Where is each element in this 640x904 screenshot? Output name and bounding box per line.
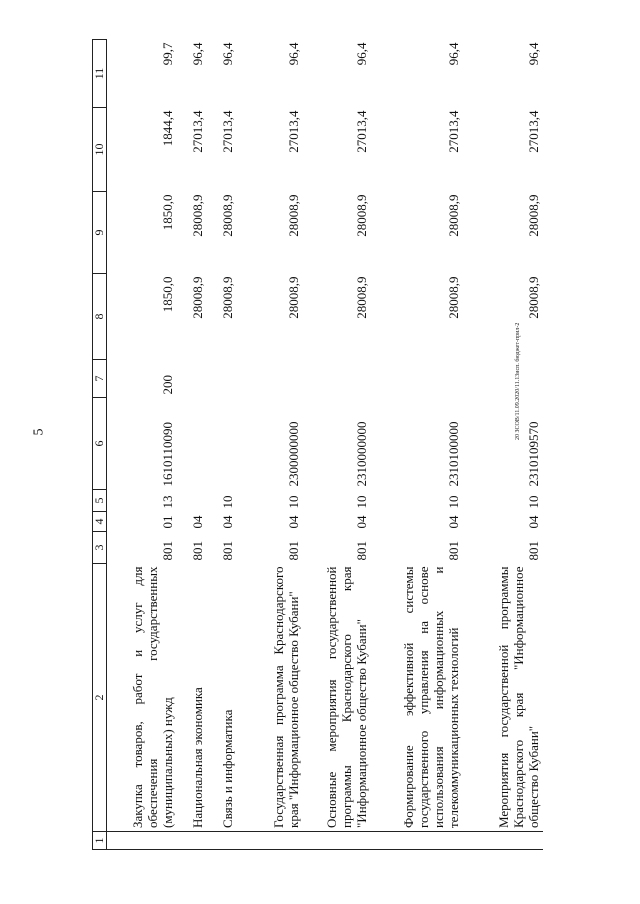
cell-amend: 28008,9: [353, 194, 369, 237]
cell-ved: 801: [219, 541, 235, 561]
cell-pct: 96,4: [353, 42, 369, 66]
footer-doc-id: 20 ЗСОВ/11.09.2020/11.13исп. бюджет-прил-2: [515, 322, 521, 440]
header-col-6: 6: [93, 398, 107, 490]
cell-plan: 1850,0: [159, 276, 175, 313]
cell-empty: [207, 832, 237, 850]
cell-pct: 96,4: [189, 42, 205, 66]
cell-fact: 27013,4: [219, 110, 235, 153]
table-row: [463, 40, 543, 850]
cell-ved: 801: [525, 541, 541, 561]
cell-name: Национальная экономика: [189, 687, 205, 828]
cell-rz: 01: [159, 515, 175, 529]
cell-rz: 04: [525, 515, 541, 529]
cell-csr: [177, 398, 207, 490]
header-col-10: 10: [93, 108, 107, 192]
cell-empty: [237, 832, 303, 850]
cell-pct: 96,4: [525, 42, 541, 66]
cell-empty: [107, 832, 177, 850]
cell-pct: 99,7: [159, 42, 175, 66]
cell-pct: 96,4: [445, 42, 461, 66]
cell-vr: [463, 360, 543, 398]
cell-pr: 13: [159, 495, 175, 509]
cell-pr: 10: [525, 495, 541, 509]
header-col-9: 9: [93, 192, 107, 274]
cell-csr: 2310100000: [445, 421, 461, 487]
cell-name: Государственная программа Краснодарского края "Информационное общество Кубани": [270, 566, 301, 828]
page-number: 5: [31, 428, 47, 436]
cell-rz: 04: [219, 515, 235, 529]
table-header: [93, 40, 107, 850]
cell-pr: [177, 490, 207, 512]
cell-name: Основные мероприятия государственной программы Краснодарского края "Информационное общество Кубани": [323, 566, 369, 828]
cell-ved: 801: [353, 541, 369, 561]
cell-pr: 10: [353, 495, 369, 509]
cell-pr: 10: [445, 495, 461, 509]
header-row: [93, 40, 107, 850]
cell-vr: [207, 360, 237, 398]
cell-vr: [303, 360, 371, 398]
rotated-table-container: [92, 40, 603, 850]
cell-plan: 28008,9: [353, 276, 369, 319]
cell-amend: 28008,9: [219, 194, 235, 237]
header-col-2: 2: [93, 564, 107, 832]
table-row: [303, 40, 371, 850]
table-row: [371, 40, 463, 850]
cell-fact: 27013,4: [285, 110, 301, 153]
cell-rz: 04: [353, 515, 369, 529]
cell-name: Закупка товаров, работ и услуг для обеспечения государственных (муниципальных) нужд: [129, 566, 175, 828]
cell-empty: [463, 832, 543, 850]
table-row: [237, 40, 303, 850]
cell-rz: 04: [445, 515, 461, 529]
cell-ved: 801: [159, 541, 175, 561]
cell-rz: 04: [189, 515, 205, 529]
table-row: [107, 40, 177, 850]
cell-fact: 27013,4: [445, 110, 461, 153]
header-col-11: 11: [93, 40, 107, 108]
cell-csr: 2300000000: [285, 421, 301, 487]
cell-pr: 10: [219, 495, 235, 509]
cell-ved: 801: [189, 541, 205, 561]
cell-vr: [237, 360, 303, 398]
header-col-8: 8: [93, 274, 107, 360]
cell-fact: 1844,4: [159, 110, 175, 147]
cell-amend: 28008,9: [189, 194, 205, 237]
cell-vr: [371, 360, 463, 398]
cell-vr: [177, 360, 207, 398]
header-col-7: 7: [93, 360, 107, 398]
header-col-4: 4: [93, 512, 107, 532]
cell-csr: 2310109570: [525, 421, 541, 487]
budget-table: [92, 39, 543, 850]
cell-vr: 200: [159, 375, 175, 395]
table-body: [107, 40, 543, 850]
header-col-3: 3: [93, 532, 107, 564]
cell-pr: 10: [285, 495, 301, 509]
cell-empty: [371, 832, 463, 850]
cell-plan: 28008,9: [445, 276, 461, 319]
cell-amend: 28008,9: [445, 194, 461, 237]
table-row: [207, 40, 237, 850]
header-col-1: 1: [93, 832, 107, 850]
cell-empty: [303, 832, 371, 850]
header-col-5: 5: [93, 490, 107, 512]
cell-csr: [207, 398, 237, 490]
cell-plan: 28008,9: [189, 276, 205, 319]
cell-amend: 1850,0: [159, 194, 175, 231]
cell-ved: 801: [285, 541, 301, 561]
cell-fact: 27013,4: [353, 110, 369, 153]
cell-pct: 96,4: [285, 42, 301, 66]
cell-name: Мероприятия государственной программы Краснодарского края "Информационное общество Кубани": [495, 566, 541, 828]
cell-name: Связь и информатика: [219, 709, 235, 828]
cell-amend: 28008,9: [525, 194, 541, 237]
cell-plan: 28008,9: [525, 276, 541, 319]
cell-plan: 28008,9: [219, 276, 235, 319]
cell-plan: 28008,9: [285, 276, 301, 319]
cell-name: Формирование эффективной системы государственного управления на основе использования информационных и телекоммуникационных технологий: [400, 566, 461, 828]
cell-csr: 2310000000: [353, 421, 369, 487]
cell-fact: 27013,4: [525, 110, 541, 153]
cell-rz: 04: [285, 515, 301, 529]
cell-empty: [177, 832, 207, 850]
cell-ved: 801: [445, 541, 461, 561]
cell-amend: 28008,9: [285, 194, 301, 237]
table-row: [177, 40, 207, 850]
cell-pct: 96,4: [219, 42, 235, 66]
cell-csr: 1610110090: [159, 421, 175, 487]
cell-fact: 27013,4: [189, 110, 205, 153]
